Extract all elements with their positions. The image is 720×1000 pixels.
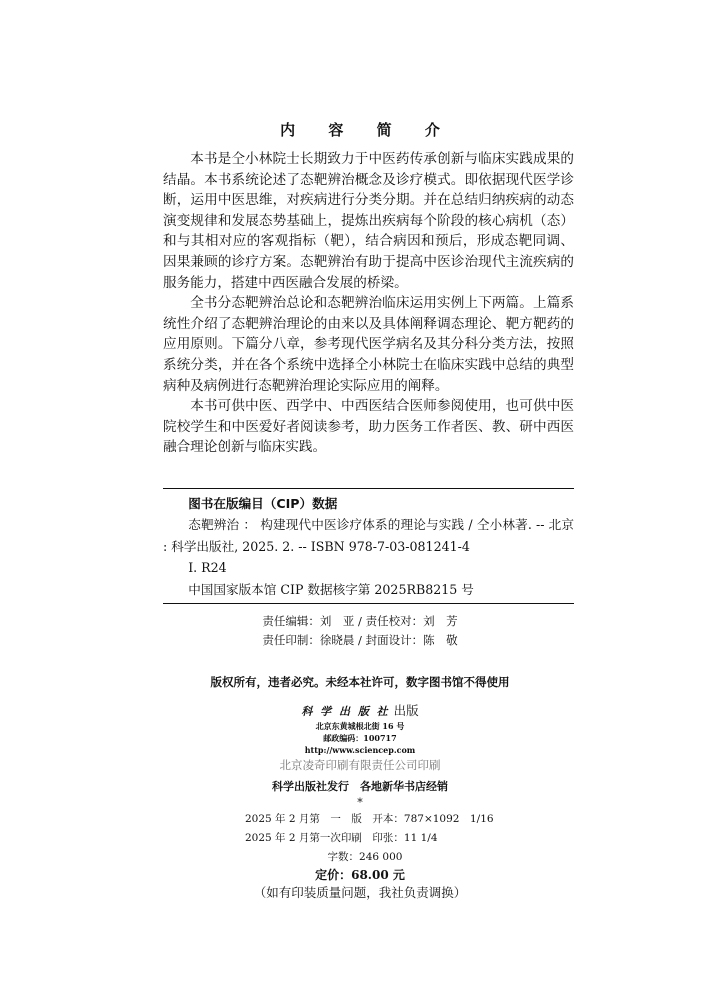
summary-paragraph-1: 本书是仝小林院士长期致力于中医药传承创新与临床实践成果的结晶。本书系统论述了态靶辨治概念及诊疗模式。即依据现代医学诊断，运用中医思维，对疾病进行分类分期。并在总结归纳疾病的动态演变规律和发展态势基础上，提炼出疾病每个阶段的核心病机（态）和与其相对应的客观指标（靶），结合病因和预后，形成态靶同调、因果兼顾的诊疗方案。态靶辨治有助于提高中医诊治现代主流疾病的服务能力，搭建中西医融合发展的桥梁。 bbox=[163, 151, 574, 291]
credits-line-1: 责任编辑：刘 亚 / 责任校对：刘 芳 bbox=[262, 614, 458, 629]
publisher-suffix: 出版 bbox=[393, 703, 419, 719]
printing-info: 2025 年 2 月第一次印刷 印张：11 1/4 bbox=[245, 832, 438, 845]
publisher-logo: 科 学 出 版 社 bbox=[301, 705, 390, 719]
summary bbox=[163, 149, 574, 458]
summary-paragraph-2: 全书分态靶辨治总论和态靶辨治临床运用实例上下两篇。上篇系统性介绍了态靶辨治理论的由来以及具体阐释调态理论、靶方靶药的应用原则。下篇分八章，参考现代医学病名及其分科分类方法，按照系统分类，并在各个系统中选择仝小林院士在临床实践中总结的典型病种及病例进行态靶辨治理论实际应用的阐释。 bbox=[163, 295, 574, 394]
distribution: 科学出版社发行 各地新华书店经销 bbox=[272, 780, 448, 794]
publisher-website[interactable]: http://www.sciencep.com bbox=[304, 745, 416, 756]
quality-notice: （如有印装质量问题，我社负责调换） bbox=[253, 885, 467, 901]
printer: 北京凌奇印刷有限责任公司印刷 bbox=[279, 758, 441, 773]
cip-block bbox=[163, 489, 574, 604]
page-title: 内 容 简 介 bbox=[280, 121, 454, 139]
cip-classification: Ⅰ. R24 bbox=[188, 560, 227, 576]
page-content bbox=[0, 119, 720, 902]
credits bbox=[0, 612, 720, 650]
separator-star: * bbox=[357, 796, 363, 810]
cip-heading: 图书在版编目（CIP）数据 bbox=[188, 495, 338, 511]
divider-bottom bbox=[163, 603, 574, 604]
cip-number: 中国国家版本馆 CIP 数据核字第 2025RB8215 号 bbox=[188, 581, 474, 597]
publisher-line bbox=[0, 702, 720, 720]
publisher-address: 北京东黄城根北街 16 号 bbox=[315, 721, 405, 732]
word-count: 字数：246 000 bbox=[327, 851, 403, 864]
edition-info: 2025 年 2 月第 一 版 开本：787×1092 1/16 bbox=[245, 813, 494, 826]
cip-record: 态靶辨治 ： 构建现代中医诊疗体系的理论与实践 / 仝小林著. -- 北京 : 科学出版社, 2025. 2. -- ISBN 978-7-03-081241-4 bbox=[163, 517, 574, 554]
publisher-postcode: 邮政编码：100717 bbox=[323, 733, 397, 744]
credits-line-2: 责任印制：徐晓晨 / 封面设计：陈 敬 bbox=[262, 633, 458, 648]
price: 定价：68.00 元 bbox=[315, 868, 405, 883]
copyright-notice: 版权所有，违者必究。未经本社许可，数字图书馆不得使用 bbox=[210, 675, 510, 690]
summary-paragraph-3: 本书可供中医、西学中、中西医结合医师参阅使用，也可供中医院校学生和中医爱好者阅读参考，助力医务工作者医、教、研中西医融合理论创新与临床实践。 bbox=[163, 398, 574, 456]
